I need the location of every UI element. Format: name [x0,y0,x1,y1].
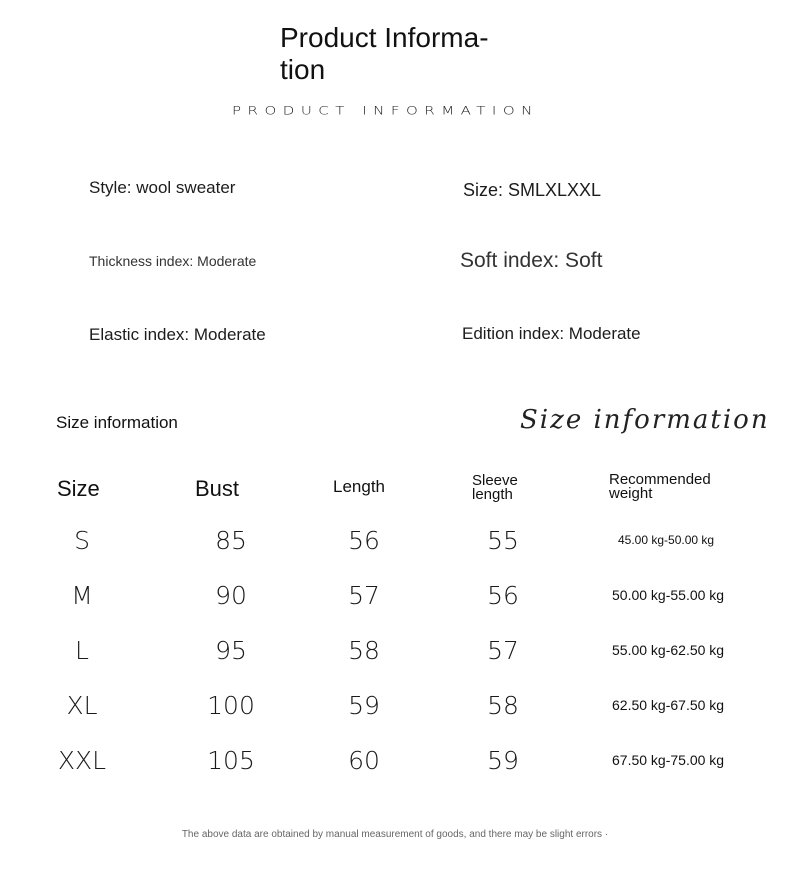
cell-length: 57 [348,581,380,610]
measurement-disclaimer: The above data are obtained by manual measurement of goods, and there may be slight errors · [181,829,609,840]
cell-weight: 55.00 kg-62.50 kg [612,642,725,658]
cell-size: XL [66,691,98,720]
cell-size: M [71,581,93,610]
cell-bust: 85 [215,526,247,555]
cell-weight: 67.50 kg-75.00 kg [612,752,725,768]
edition-attribute: Edition index: Moderate [462,324,641,343]
cell-length: 56 [348,526,380,555]
cell-weight: 62.50 kg-67.50 kg [612,697,725,713]
cell-bust: 95 [215,636,247,665]
header-size: Size [57,476,100,501]
size-attribute: Size: SMLXLXXL [463,180,602,200]
header-bust: Bust [195,476,240,501]
header-sleeve-line2: length [472,486,513,503]
header-weight-line2: weight [609,485,653,502]
header-recommended-weight [609,473,711,501]
cell-length: 58 [348,636,380,665]
thickness-attribute: Thickness index: Moderate [89,253,257,269]
cell-length: 60 [348,746,380,775]
header-length: Length [333,477,385,496]
cell-length: 59 [348,691,380,720]
page-title: Product Informa- tion [280,22,489,85]
header-weight-line1: Recommended [609,471,711,488]
page-subtitle: PRODUCT INFORMATION [232,104,539,118]
cell-sleeve: 56 [487,581,519,610]
header-sleeve-length [472,474,518,502]
cell-bust: 100 [207,691,255,720]
header-sleeve-line1: Sleeve [472,472,518,489]
cell-sleeve: 57 [487,636,519,665]
cell-sleeve: 55 [487,526,519,555]
cell-weight: 45.00 kg-50.00 kg [618,533,715,547]
cell-size: L [75,636,89,665]
soft-attribute: Soft index: Soft [460,249,603,272]
cell-bust: 90 [215,581,247,610]
cell-bust: 105 [207,746,255,775]
cell-sleeve: 58 [487,691,519,720]
cell-sleeve: 59 [487,746,519,775]
cell-size: S [74,526,90,555]
style-attribute: Style: wool sweater [89,178,236,197]
cell-weight: 50.00 kg-55.00 kg [612,587,725,603]
cell-size: XXL [57,746,107,775]
size-info-script-heading: Size information [520,405,770,435]
size-info-heading: Size information [56,413,178,432]
elastic-attribute: Elastic index: Moderate [89,325,266,344]
